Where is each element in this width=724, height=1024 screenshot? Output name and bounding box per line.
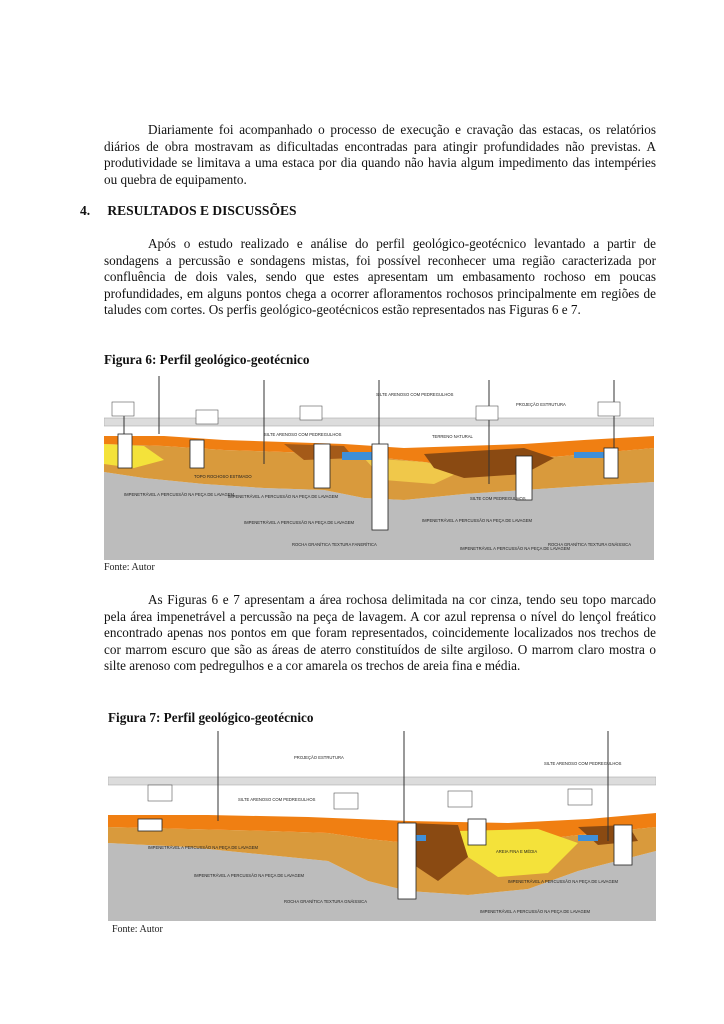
label-boxes	[148, 785, 592, 809]
water-table-2	[578, 835, 598, 841]
label-projecao: PROJEÇÃO ESTRUTURA	[294, 755, 344, 760]
section-number: 4.	[80, 203, 91, 218]
label-terreno: TERRENO NATURAL	[432, 434, 473, 439]
label-rocha: ROCHA GRANÍTICA TEXTURA GNÁISSICA	[284, 899, 367, 904]
paragraph-2: Após o estudo realizado e análise do perfil geológico-geotécnico levantado a partir de sondagens a percussão e sondagens mistas, foi possível reconhecer uma região caracterizada por confluência de dois vales, sendo que estes apresentam um embasamento rochoso em poucas profundidades, em alguns pontos chega a ocorrer afloramentos rochosos principalmente em regiões de taludes com cortes. Os perfis geológico-geotécnicos estão representados nas Figuras 6 e 7.	[104, 236, 656, 318]
label-rocha: ROCHA GRANÍTICA TEXTURA FANERÍTICA	[292, 542, 377, 547]
label-rocha2: ROCHA GRANÍTICA TEXTURA GNÁISSICA	[548, 542, 631, 547]
figure-7-image	[108, 731, 656, 921]
figure-7-source: Fonte: Autor	[112, 924, 163, 935]
figure-6-image	[104, 374, 654, 560]
section-heading	[80, 203, 296, 219]
figure-7-profile	[108, 731, 656, 921]
label-silte: SILTE ARENOSO COM PEDREGULHOS	[238, 797, 316, 802]
label-silte: SILTE ARENOSO COM PEDREGULHOS	[376, 392, 454, 397]
label-projecao: PROJEÇÃO ESTRUTURA	[516, 402, 566, 407]
label-imp3: IMPENETRÁVEL A PERCUSSÃO NA PEÇA DE LAVAGEM	[508, 879, 618, 884]
figure-6-profile	[104, 374, 654, 560]
label-imp2: IMPENETRÁVEL A PERCUSSÃO NA PEÇA DE LAVAGEM	[194, 873, 304, 878]
figure-6-source: Fonte: Autor	[104, 562, 155, 573]
figure-7-caption: Figura 7: Perfil geológico-geotécnico	[108, 710, 314, 725]
label-imp5: IMPENETRÁVEL A PERCUSSÃO NA PEÇA DE LAVAGEM	[460, 546, 570, 551]
label-imp2: IMPENETRÁVEL A PERCUSSÃO NA PEÇA DE LAVAGEM	[228, 494, 338, 499]
label-imp4: IMPENETRÁVEL A PERCUSSÃO NA PEÇA DE LAVAGEM	[422, 518, 532, 523]
section-title: RESULTADOS E DISCUSSÕES	[107, 203, 297, 218]
label-imp1: IMPENETRÁVEL A PERCUSSÃO NA PEÇA DE LAVAGEM	[124, 492, 234, 497]
label-imp1: IMPENETRÁVEL A PERCUSSÃO NA PEÇA DE LAVAGEM	[148, 845, 258, 850]
label-areia: SILTE COM PEDREGULHOS	[470, 496, 526, 501]
label-imp3: IMPENETRÁVEL A PERCUSSÃO NA PEÇA DE LAVAGEM	[244, 520, 354, 525]
label-areia: AREIA FINA E MÉDIA	[496, 849, 538, 854]
label-silte2: SILTE ARENOSO COM PEDREGULHOS	[264, 432, 342, 437]
figure-6-caption: Figura 6: Perfil geológico-geotécnico	[104, 352, 310, 367]
structure-projection	[108, 777, 656, 785]
label-silte-right: SILTE ARENOSO COM PEDREGULHOS	[544, 761, 622, 766]
paragraph-1: Diariamente foi acompanhado o processo de execução e cravação das estacas, os relatórios diários de obra mostravam as dificultadas encontradas para atingir profundidades não previstas. A produtividade se limitava a uma estaca por dia quando não havia algum impedimento das intempéries ou quebra de equipamento.	[104, 122, 656, 187]
label-imp4: IMPENETRÁVEL A PERCUSSÃO NA PEÇA DE LAVAGEM	[480, 909, 590, 914]
paragraph-3: As Figuras 6 e 7 apresentam a área rochosa delimitada na cor cinza, tendo seu topo marcado pela área impenetrável a percussão na peça de lavagem. A cor azul reprensa o nível do lençol freático encontrado apenas nos pontos em que foram representados, coincidemente localizados nos trechos de cor marrom escuro que são as áreas de aterro constituídos de silte argiloso. O marrom claro mostra o silte arenoso com pedregulhos e a cor amarela os trechos de areia fina e média.	[104, 592, 656, 674]
label-topo: TOPO ROCHOSO ESTIMADO	[194, 474, 252, 479]
water-table-2	[574, 452, 604, 458]
